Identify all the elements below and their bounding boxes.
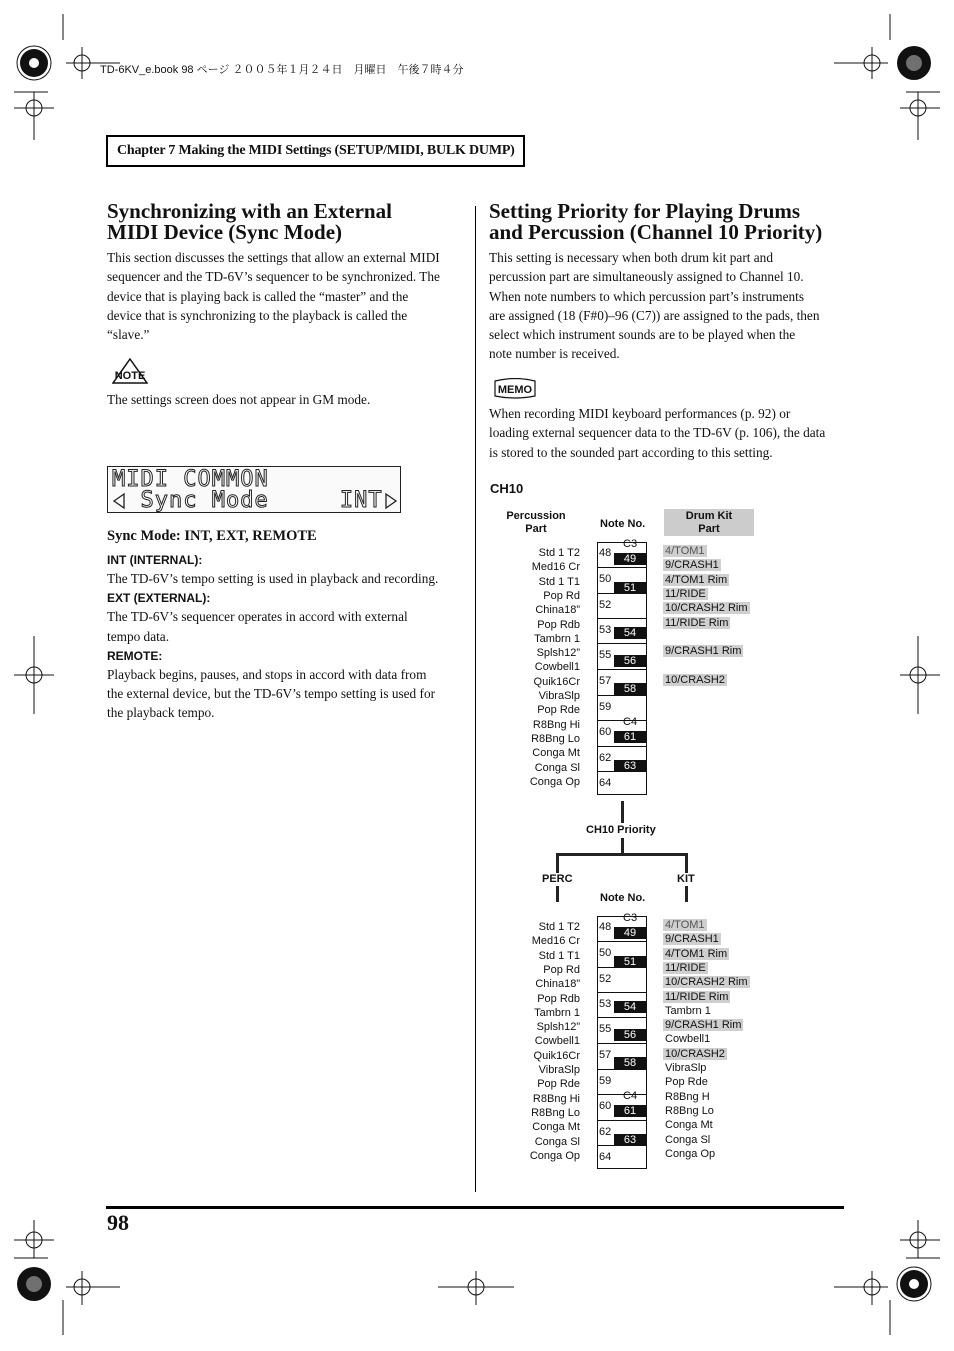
kit-instrument: 11/RIDE Rim	[665, 616, 729, 629]
perc-instrument: Pop Rd	[543, 963, 580, 976]
key-divider	[598, 1120, 646, 1121]
kit-instrument: 11/RIDE	[665, 961, 706, 974]
white-key-label: 59	[599, 1075, 612, 1087]
kit-instrument: 4/TOM1 Rim	[665, 947, 728, 960]
chapter-header	[106, 135, 525, 167]
intro-line: “slave.”	[107, 327, 150, 343]
kit-instrument: 9/CRASH1	[665, 933, 719, 946]
key-divider	[598, 618, 646, 619]
white-key-label: 62	[599, 752, 612, 764]
perc-instrument: Std 1 T1	[538, 949, 580, 962]
kit-instrument: Tambrn 1	[665, 1004, 711, 1017]
note-icon	[112, 358, 148, 384]
black-key: 58	[614, 683, 646, 695]
lcd-right-arrow-icon	[384, 492, 398, 510]
intro-line: When note numbers to which percussion part’s instruments	[489, 288, 805, 304]
kit-header-line: Drum Kit	[685, 510, 733, 522]
white-key-label: 52	[599, 973, 612, 985]
c4-label: C4	[623, 1090, 638, 1102]
key-divider	[598, 992, 646, 993]
header-file-info: TD-6KV_e.book 98 ページ ２００５年１月２４日 月曜日 午後７時４分	[100, 64, 464, 76]
perc-instrument: VibraSlp	[538, 1064, 580, 1076]
perc-instrument: Std 1 T2	[538, 547, 580, 559]
perc-instrument: R8Bng Hi	[532, 1092, 580, 1105]
kit-instrument: 11/RIDE Rim	[665, 990, 729, 1003]
perc-instrument: Conga Sl	[534, 761, 580, 774]
perc-instrument: Pop Rdb	[537, 992, 580, 1005]
option-label-int: INT (INTERNAL):	[107, 553, 203, 567]
perc-instrument: Splsh12”	[536, 1021, 580, 1034]
key-divider	[598, 746, 646, 747]
c3-label: C3	[623, 912, 638, 924]
memo-text	[489, 404, 825, 462]
key-divider	[598, 941, 646, 942]
sync-mode-heading: Sync Mode: INT, EXT, REMOTE	[107, 528, 317, 544]
white-key-label: 57	[599, 1049, 612, 1061]
white-key-label: 55	[599, 1023, 612, 1035]
key-divider	[598, 1017, 646, 1018]
key-divider	[598, 1069, 646, 1070]
option-text: the external device, but the TD-6V’s tempo setting is used for	[107, 686, 436, 702]
kit-instrument: 10/CRASH2	[665, 1047, 725, 1060]
key-divider	[598, 567, 646, 568]
white-key-label: 55	[599, 649, 612, 661]
lcd-line-2: Sync Mode INT	[112, 488, 412, 513]
page-number: 98	[107, 1210, 129, 1235]
key-divider	[598, 1094, 646, 1095]
keyboard	[597, 538, 647, 795]
perc-instrument: Quik16Cr	[533, 1049, 580, 1062]
kit-instrument: Conga Op	[665, 1147, 716, 1160]
sync-options	[107, 553, 438, 723]
lcd-line-1: MIDI COMMON	[112, 467, 269, 492]
perc-instrument: R8Bng Hi	[532, 718, 580, 731]
black-key: 54	[614, 627, 646, 639]
intro-line: This section discusses the settings that allow an external MIDI	[107, 250, 440, 265]
intro-line: This setting is necessary when both drum kit part and	[489, 250, 773, 265]
kit-instrument: R8Bng H	[665, 1090, 710, 1103]
kit-instrument: 4/TOM1	[665, 919, 705, 931]
c3-label: C3	[623, 538, 638, 550]
option-text: tempo data.	[107, 628, 170, 644]
perc-instrument: Conga Op	[529, 1149, 580, 1162]
connector-line	[556, 853, 688, 856]
kit-instrument: Conga Sl	[665, 1133, 711, 1146]
black-key: 56	[614, 655, 646, 667]
perc-instrument: China18”	[535, 978, 580, 991]
note-icon-label: NOTE	[114, 370, 146, 382]
perc-header-line: Part	[525, 523, 547, 535]
sync-intro	[107, 248, 440, 344]
section-title-sync	[107, 201, 392, 243]
key-divider	[598, 669, 646, 670]
section-title-priority	[489, 201, 822, 243]
memo-icon-label: MEMO	[497, 384, 533, 396]
kit-instrument: Cowbell1	[665, 1033, 711, 1046]
kit-instrument: 10/CRASH2 Rim	[665, 602, 748, 615]
lcd-screen	[107, 466, 412, 513]
lcd-left-arrow-icon	[112, 492, 126, 510]
note-no-header: Note No.	[600, 892, 646, 904]
c4-label: C4	[623, 716, 638, 728]
black-key: 49	[614, 553, 646, 565]
ch10-label: CH10	[490, 481, 524, 496]
white-key-label: 50	[599, 947, 612, 959]
white-key-label: 60	[599, 726, 612, 738]
perc-instrument: R8Bng Lo	[531, 732, 580, 745]
title-line-2: and Percussion (Channel 10 Priority)	[489, 220, 823, 244]
perc-label: PERC	[542, 873, 573, 885]
white-key-label: 64	[599, 1151, 612, 1163]
perc-instrument: Pop Rdb	[537, 618, 580, 631]
connector-line	[685, 853, 688, 873]
priority-intro	[489, 248, 820, 364]
perc-instrument: VibraSlp	[538, 690, 580, 702]
black-key: 51	[614, 582, 646, 594]
perc-instrument: Conga Op	[529, 775, 580, 788]
white-key-label: 64	[599, 777, 612, 789]
perc-instrument: Cowbell1	[534, 661, 580, 674]
white-key-label: 52	[599, 599, 612, 611]
perc-instrument: Quik16Cr	[533, 675, 580, 688]
kit-instrument: 9/CRASH1 Rim	[665, 1019, 742, 1032]
perc-instrument: Pop Rde	[537, 1078, 580, 1091]
perc-instrument: Med16 Cr	[531, 935, 580, 948]
perc-instrument: Conga Sl	[534, 1135, 580, 1148]
kit-instrument: 9/CRASH1 Rim	[665, 645, 742, 658]
memo-icon	[492, 378, 538, 400]
black-key: 49	[614, 927, 646, 939]
intro-line: note number is received.	[489, 346, 620, 362]
white-key-label: 53	[599, 624, 612, 636]
intro-line: select which instrument sounds are to be played when the	[489, 327, 796, 343]
perc-instrument: Tambrn 1	[534, 1006, 580, 1019]
black-key: 54	[614, 1001, 646, 1013]
title-line-1: Setting Priority for Playing Drums	[489, 199, 801, 223]
kit-instrument: VibraSlp	[665, 1062, 707, 1074]
option-text: the playback tempo.	[107, 705, 215, 721]
title-line-2: MIDI Device (Sync Mode)	[107, 220, 343, 244]
perc-instrument: Std 1 T2	[538, 921, 580, 933]
white-key-label: 62	[599, 1126, 612, 1138]
white-key-label: 50	[599, 573, 612, 585]
black-key: 51	[614, 956, 646, 968]
kit-instrument: 11/RIDE	[665, 587, 706, 600]
perc-instrument: Med16 Cr	[531, 561, 580, 574]
chapter-title: Chapter 7 Making the MIDI Settings (SETUP/MIDI, BULK DUMP)	[117, 143, 515, 158]
perc-instrument: Pop Rde	[537, 704, 580, 717]
ch10-priority-label: CH10 Priority	[586, 824, 656, 836]
kit-instrument: 4/TOM1 Rim	[665, 573, 728, 586]
key-divider	[598, 720, 646, 721]
kit-part-header	[664, 509, 754, 536]
white-key-label: 60	[599, 1100, 612, 1112]
kit-instrument: R8Bng Lo	[665, 1104, 714, 1117]
memo-line: is stored to the sounded part according to this setting.	[489, 444, 773, 460]
perc-instrument: China18”	[535, 604, 580, 617]
black-key: 63	[614, 1134, 646, 1146]
white-key-label: 59	[599, 701, 612, 713]
black-key: 63	[614, 760, 646, 772]
memo-line: loading external sequencer data to the TD-6V (p. 106), the data	[489, 425, 826, 441]
key-divider	[598, 695, 646, 696]
kit-label: KIT	[677, 873, 695, 885]
perc-instrument: Conga Mt	[532, 747, 580, 760]
intro-line: sequencer and the TD-6V’s sequencer to be synchronized. The	[107, 269, 440, 285]
perc-instrument: Splsh12”	[536, 647, 580, 660]
keyboard	[597, 912, 647, 1169]
intro-line: device that is playing back is called the “master” and the	[107, 288, 409, 304]
perc-instrument: R8Bng Lo	[531, 1106, 580, 1119]
connector-line	[685, 886, 688, 902]
perc-instrument: Cowbell1	[534, 1035, 580, 1048]
connector-line	[556, 853, 559, 873]
connector-line	[621, 801, 624, 823]
white-key-label: 48	[599, 921, 612, 933]
option-text: The TD-6V’s sequencer operates in accord with external	[107, 609, 408, 625]
perc-instrument: Pop Rd	[543, 589, 580, 602]
connector-line	[556, 886, 559, 902]
kit-instrument: Conga Mt	[665, 1119, 713, 1132]
intro-line: are assigned (18 (F#0)–96 (C7)) are assigned to the pads, then	[489, 307, 820, 323]
option-label-ext: EXT (EXTERNAL):	[107, 591, 211, 606]
perc-instrument: Tambrn 1	[534, 632, 580, 645]
kit-instrument: 10/CRASH2 Rim	[665, 976, 748, 989]
option-text: Playback begins, pauses, and stops in accord with data from	[107, 666, 427, 682]
black-key: 61	[614, 1105, 646, 1117]
kit-instrument: Pop Rde	[665, 1076, 708, 1089]
perc-header-line: Percussion	[506, 510, 566, 522]
kit-instrument: 9/CRASH1	[665, 559, 719, 572]
perc-part-header	[506, 510, 566, 536]
bottom-rule	[106, 1206, 844, 1209]
note-text: The settings screen does not appear in GM mode.	[107, 392, 371, 407]
note-no-header: Note No.	[600, 518, 646, 530]
perc-instrument: Std 1 T1	[538, 575, 580, 588]
intro-line: percussion part are simultaneously assigned to Channel 10.	[489, 269, 804, 285]
kit-header-line: Part	[698, 523, 720, 535]
white-key-label: 53	[599, 998, 612, 1010]
kit-instrument: 4/TOM1	[665, 545, 705, 557]
key-divider	[598, 1043, 646, 1044]
option-label-remote: REMOTE:	[107, 648, 163, 663]
white-key-label: 48	[599, 547, 612, 559]
black-key: 61	[614, 731, 646, 743]
connector-line	[621, 838, 624, 854]
memo-line: When recording MIDI keyboard performances (p. 92) or	[489, 406, 791, 421]
column-divider	[475, 206, 476, 1192]
key-divider	[598, 643, 646, 644]
black-key: 58	[614, 1057, 646, 1069]
black-key: 56	[614, 1029, 646, 1041]
title-line-1: Synchronizing with an External	[107, 199, 392, 223]
perc-instrument: Conga Mt	[532, 1121, 580, 1134]
white-key-label: 57	[599, 675, 612, 687]
kit-instrument: 10/CRASH2	[665, 673, 725, 686]
option-text: The TD-6V’s tempo setting is used in playback and recording.	[107, 571, 439, 586]
intro-line: device that is synchronizing to the playback is called the	[107, 307, 408, 323]
